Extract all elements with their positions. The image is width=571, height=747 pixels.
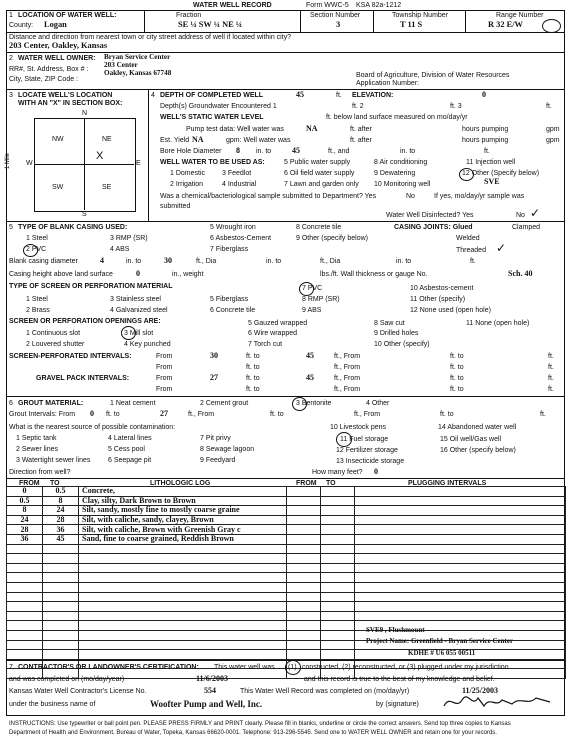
table-row <box>7 534 287 544</box>
spi-to-value[interactable]: 45 <box>306 351 314 360</box>
log-cell[interactable] <box>43 582 79 592</box>
log-cell[interactable]: 28 <box>7 525 43 535</box>
log-cell[interactable] <box>43 650 79 660</box>
application-label: Application Number: <box>356 80 420 87</box>
lithologic-log-table <box>6 486 287 679</box>
plug-cell[interactable] <box>321 506 355 516</box>
section-6-number: 6 <box>9 400 13 407</box>
table-row <box>7 621 287 631</box>
table-row <box>287 554 566 564</box>
plug-cell[interactable] <box>321 534 355 544</box>
table-row <box>287 525 566 535</box>
log-cell[interactable]: 0 <box>7 487 43 497</box>
quadrant-nw: NW <box>52 136 64 143</box>
form-title: WATER WELL RECORD <box>193 2 272 9</box>
table-row <box>287 611 566 621</box>
log-cell[interactable] <box>79 611 287 621</box>
log-cell[interactable] <box>7 563 43 573</box>
well-note-1: SVE9 , Flushmount <box>366 626 425 634</box>
plug-cell[interactable] <box>321 582 355 592</box>
depth-value[interactable]: 45 <box>296 90 304 99</box>
log-cell[interactable] <box>7 582 43 592</box>
screen-pvc-circle <box>299 282 314 296</box>
quadrant-se: SE <box>102 184 112 191</box>
direction-label: Direction from well? <box>9 469 71 476</box>
mile-label: 1 Mile <box>5 152 12 170</box>
plug-cell[interactable] <box>355 534 566 544</box>
log-cell[interactable] <box>7 621 43 631</box>
log-cell[interactable] <box>43 544 79 554</box>
check-mark-icon: ✓ <box>530 206 541 220</box>
county-value[interactable]: Logan <box>44 20 67 29</box>
table-row <box>7 592 287 602</box>
s3-label-1: LOCATE WELL'S LOCATION <box>18 92 113 99</box>
lithologic-log-header: LITHOLOGIC LOG <box>150 480 211 487</box>
log-cell[interactable] <box>43 630 79 640</box>
table-row <box>287 534 566 544</box>
table-row <box>287 515 566 525</box>
gauge-value[interactable]: Sch. 40 <box>508 269 533 278</box>
how-many-feet-value[interactable]: 0 <box>374 467 378 476</box>
section-3-number: 3 <box>9 92 13 99</box>
township-label: Township Number <box>392 12 449 19</box>
static-level-label: WELL'S STATIC WATER LEVEL <box>160 114 264 121</box>
plug-cell[interactable] <box>321 621 355 631</box>
plug-cell[interactable] <box>287 554 321 564</box>
table-row <box>7 630 287 640</box>
plug-cell[interactable] <box>321 496 355 506</box>
section-number-value[interactable]: 3 <box>336 20 341 29</box>
plug-cell[interactable] <box>355 496 566 506</box>
log-cell[interactable] <box>79 640 287 650</box>
log-cell[interactable] <box>7 554 43 564</box>
plug-cell[interactable] <box>287 496 321 506</box>
table-row <box>287 592 566 602</box>
log-cell[interactable] <box>43 563 79 573</box>
owner-city[interactable]: Oakley, Kansas 67748 <box>104 69 172 77</box>
mill-slot-circle <box>121 326 136 340</box>
log-cell[interactable]: Clay, silty, Dark Brown to Brown <box>79 496 287 506</box>
plug-cell[interactable] <box>287 621 321 631</box>
table-row <box>7 544 287 554</box>
township-value[interactable]: T 11 S <box>400 20 423 29</box>
log-cell[interactable] <box>79 573 287 583</box>
log-cell[interactable] <box>79 582 287 592</box>
section-5-number: 5 <box>9 224 13 231</box>
plug-cell[interactable] <box>321 592 355 602</box>
log-cell[interactable]: 45 <box>43 534 79 544</box>
table-row <box>7 515 287 525</box>
fuel-storage-circle <box>336 432 352 447</box>
table-row <box>287 602 566 612</box>
height-label: Casing height above land surface <box>9 271 113 278</box>
plug-cell[interactable] <box>287 640 321 650</box>
plug-cell[interactable] <box>287 611 321 621</box>
log-cell[interactable] <box>43 621 79 631</box>
depth-label: DEPTH OF COMPLETED WELL <box>160 92 264 99</box>
instructions-2: Department of Health and Environment, Bureau of Water, Topeka, Kansas 66620-0001. Telephone: 913-296-5545. Send one to WATER WELL OWNER and retain one for your records. <box>9 730 497 736</box>
log-cell[interactable]: 24 <box>7 515 43 525</box>
log-cell[interactable] <box>7 640 43 650</box>
log-cell[interactable] <box>7 650 43 660</box>
use-label: WELL WATER TO BE USED AS: <box>160 159 265 166</box>
plug-cell[interactable] <box>287 534 321 544</box>
bore-label: Bore Hole Diameter <box>160 148 222 155</box>
section-2-number: 2 <box>9 55 13 62</box>
log-cell[interactable] <box>43 640 79 650</box>
table-row <box>7 573 287 583</box>
plug-cell[interactable] <box>287 506 321 516</box>
fraction-label: Fraction <box>176 12 202 19</box>
table-row <box>287 582 566 592</box>
bore-to-value[interactable]: 45 <box>292 146 300 155</box>
log-cell[interactable] <box>7 573 43 583</box>
quadrant-ne: NE <box>102 136 112 143</box>
log-cell[interactable] <box>79 602 287 612</box>
disinfected-label: Water Well Disinfected? Yes <box>386 212 474 219</box>
diameter-value[interactable]: 4 <box>100 256 104 265</box>
plug-cell[interactable] <box>321 563 355 573</box>
log-cell[interactable] <box>79 544 287 554</box>
plug-cell[interactable] <box>287 515 321 525</box>
log-cell[interactable] <box>43 611 79 621</box>
log-cell[interactable]: 0.5 <box>7 496 43 506</box>
plug-cell[interactable] <box>321 544 355 554</box>
casing-label: TYPE OF BLANK CASING USED: <box>18 224 128 231</box>
diameter-label: Blank casing diameter <box>9 258 78 265</box>
table-row <box>7 487 287 497</box>
plug-cell[interactable] <box>287 487 321 497</box>
plug-cell[interactable] <box>355 506 566 516</box>
log-cell[interactable] <box>79 592 287 602</box>
log-cell[interactable]: Sand, fine to coarse grained, Reddish Brown <box>79 534 287 544</box>
s3-label-2: WITH AN "X" IN SECTION BOX: <box>18 100 123 107</box>
gp-from-value[interactable]: 27 <box>210 373 218 382</box>
log-cell[interactable]: 0.5 <box>43 487 79 497</box>
pump-test-label: Pump test data: Well water was <box>186 126 284 133</box>
contamination-label: What is the nearest source of possible contamination: <box>9 424 176 431</box>
plug-cell[interactable] <box>355 611 566 621</box>
threaded-check-icon: ✓ <box>496 241 507 255</box>
water-well-record-form: WATER WELL RECORD Form WWC-5 KSA 82a-1212 1 LOCATION OF WATER WELL: County: Logan Fraction SE ¼ SW ¼ NE ¼ Section Number 3 Township Number T 11 S Range Number R 32 E/W Distance and direction from nearest town or city street address of well if located within city? 203 Center, Oakley, Kansas 2 WATER WELL OWNER: Bryan Service Center 203 Center Oakley, Kansas 67748 RR#, St. Address, Box # : City, State, ZIP Code : Board of Agriculture, Division of Water Resources Application Number: 3 LOCATE WELL'S LOCATION WITH AN "X" IN SECTION BOX: N S W E 1 Mile NW NE SW SE X 4 DEPTH OF COMPLETED WELL 45 ft. ELEVATION: 0 Depth(s) Groundwater Encountered 1 ft. 2 ft. 3 ft. WELL'S STATIC WATER LEVEL ft. below land surface measured on mo/day/yr Pump test data: Well water was NA ft. after hours pumping gpm Est. Yield NA gpm: Well water was ft. after hours pumping gpm Bore Hole Diameter 8 in. to 45 ft., and in. to ft. WELL WATER TO BE USED AS: 5 Public water supply 8 Air conditioning 11 Injection well 1 Domestic 3 Feedlot 6 Oil field water supply 9 Dewatering 12 Other (Specify below) 2 Irrigation 4 Industrial 7 Lawn and garden only 10 Monitoring well SVE Was a chemical/bacteriological sample submitted to Department? Yes No If yes, mo/day/yr sample was submitted Water Well Disinfected? Yes No ✓ 5 TYPE OF BLANK CASING USED: 5 Wrought iron 8 Concrete tile CASING JOINTS: Glued Clamped 1 Steel 3 RMP (SR) 6 Asbestos-Cement 9 Other (specify below) Welded 2 PVC 4 ABS 7 Fiberglass Threaded ✓ Blank casing diameter 4 in. to 30 ft., Dia in. to ft., Dia in. to ft. Casing height above land surface 0 in., weight lbs./ft. Wall thickness or gauge No. Sch. 40 TYPE OF SCREEN OR PERFORATION MATERIAL 7 PVC 10 Asbestos-cement 1 Steel 3 Stainless steel 5 Fiberglass 8 RMP (SR) 11 Other (specify) 2 Brass 4 Galvanized steel 6 Concrete tile 9 ABS 12 None used (open hole) SCREEN OR PERFORATION OPENINGS ARE: 5 Gauzed wrapped 8 Saw cut 11 None (open hole) 1 Continuous slot 3 Mill slot 6 Wire wrapped 9 Drilled holes 2 Louvered shutter 4 Key punched 7 Torch cut 10 Other (specify) SCREEN-PERFORATED INTERVALS: From 30 ft. to 45 ft., From ft. to ft. From ft. to ft., From ft. to ft. GRAVEL PACK INTERVALS: From 27 ft. to 45 ft., From ft. to ft. From ft. to ft., From ft. to ft. 6 GROUT MATERIAL: 1 Neat cement 2 Cement grout 3 Bentonite 4 Other Grout Intervals: From 0 ft. to 27 ft., From ft. to ft., From ft. to ft. What is the nearest source of possible contamination: 10 Livestock pens 14 Abandoned water well 1 Septic tank 4 Lateral lines 7 Pit privy 11 Fuel storage 15 Oil well/Gas well 2 Sewer lines 5 Cess pool 8 Sewage lagoon 12 Fertilizer storage 16 Other (specify below) 3 Watertight sewer lines 6 Seepage pit 9 Feedyard 13 Insecticide storage Direction from well? How many feet? 0 FROM TO LITHOLOGIC LOG FROM TO PLUGGING INTERVALS 0 0.5 Concrete, 0.5 8 Clay, silty, Dark Brown to Brown 8 24 Silt, sandy, mostly fine to mostly coarse graine 24 28 Silt, with caliche, sandy, clayey, Brown 28 36 Silt, with caliche, Brown with Greenish Gray c 36 45 Sand, fine to coarse grained, Reddish Brown SVE9 , Flushmount Project Name: Greenfield - Bryan Service Center KDHE # U6 055 00511 7 CONTRACTOR'S OR LANDOWNER'S CERTIFICATION: This water well was (1) constructed, (2) reconstructed, or (3) plugged under my jurisdiction and was completed on (mo/day/year) 11/6/2003 and this record is true to the best of my knowledge and belief. Kansas Water Well Contractor's License No. 554 This Water Well Record was completed on (mo/day/yr) 11/25/2003 under the business name of Woofter Pump and Well, Inc. by (signature) INSTRUCTIONS: Use typewriter or ball point pen. PLEASE PRESS FIRMLY and PRINT clearly. Please fill in blanks, underline or circle the correct answers. Send top three copies to Kansas Department of Health and Environment, Bureau of Water, Topeka, Kansas 66620-0001. Telephone: 913-296-5545. Send one to WATER WELL OWNER and retain one for your records. <box>0 0 571 747</box>
log-cell[interactable] <box>79 650 287 660</box>
plug-to-header: TO <box>326 480 336 487</box>
compass-n: N <box>82 110 88 117</box>
table-row <box>287 573 566 583</box>
plug-cell[interactable] <box>355 525 566 535</box>
table-row <box>7 602 287 612</box>
log-cell[interactable]: Silt, with caliche, Brown with Greenish Gray c <box>79 525 287 535</box>
instructions-1: INSTRUCTIONS: Use typewriter or ball point pen. PLEASE PRESS FIRMLY and PRINT clearly. Please fill in blanks, underline or circle the correct answers. Send top three copies to Kansas <box>9 721 511 727</box>
plug-cell[interactable] <box>321 630 355 640</box>
table-row <box>287 506 566 516</box>
grout-intervals-label: Grout Intervals: From <box>9 411 76 418</box>
log-cell[interactable] <box>79 630 287 640</box>
log-from-header: FROM <box>19 480 40 487</box>
log-cell[interactable]: 36 <box>43 525 79 535</box>
plug-cell[interactable] <box>321 640 355 650</box>
plug-cell[interactable] <box>355 573 566 583</box>
log-cell[interactable]: 28 <box>43 515 79 525</box>
log-cell[interactable]: Silt, with caliche, sandy, clayey, Brown <box>79 515 287 525</box>
table-row <box>7 650 287 660</box>
plug-cell[interactable] <box>355 582 566 592</box>
owner-value[interactable]: Bryan Service Center <box>104 53 171 61</box>
fraction-value[interactable]: SE ¼ SW ¼ NE ¼ <box>178 20 243 29</box>
plug-cell[interactable] <box>287 630 321 640</box>
log-cell[interactable] <box>79 563 287 573</box>
form-number: Form WWC-5 <box>306 2 349 9</box>
plug-cell[interactable] <box>287 573 321 583</box>
yield-label: Est. Yield <box>160 137 190 144</box>
table-row <box>7 563 287 573</box>
owner-address[interactable]: 203 Center <box>104 61 138 69</box>
board-label: Board of Agriculture, Division of Water Resources <box>356 72 510 79</box>
well-location-mark: X <box>96 150 104 162</box>
log-cell[interactable] <box>79 554 287 564</box>
table-row <box>7 525 287 535</box>
log-cell[interactable]: 8 <box>43 496 79 506</box>
log-cell[interactable] <box>7 602 43 612</box>
plug-from-header: FROM <box>296 480 317 487</box>
log-cell[interactable]: Concrete, <box>79 487 287 497</box>
record-date[interactable]: 11/25/2003 <box>462 686 499 695</box>
plug-cell[interactable] <box>287 563 321 573</box>
plug-cell[interactable] <box>321 611 355 621</box>
spi-label: SCREEN-PERFORATED INTERVALS: <box>9 353 132 360</box>
business-name[interactable]: Woofter Pump and Well, Inc. <box>150 699 263 709</box>
county-label: County: <box>9 22 34 29</box>
bentonite-circle <box>292 397 307 411</box>
log-cell[interactable] <box>43 602 79 612</box>
gp-to-value[interactable]: 45 <box>306 373 314 382</box>
log-cell[interactable]: Silt, sandy, mostly fine to mostly coarse graine <box>79 506 287 516</box>
other-use-value[interactable]: SVE <box>484 177 500 186</box>
table-row <box>7 506 287 516</box>
section-7-number: 7 <box>9 664 13 671</box>
completed-date[interactable]: 11/6/2003 <box>196 674 229 683</box>
how-many-feet-label: How many feet? <box>312 469 363 476</box>
table-row <box>287 544 566 554</box>
constructed-choice: (1) <box>288 664 297 671</box>
table-row <box>7 554 287 564</box>
s2-label: WATER WELL OWNER: <box>18 55 96 62</box>
plug-cell[interactable] <box>355 554 566 564</box>
plug-cell[interactable] <box>321 515 355 525</box>
grout-label: GROUT MATERIAL: <box>18 400 84 407</box>
yield-value[interactable]: NA <box>192 135 204 144</box>
plug-cell[interactable] <box>321 602 355 612</box>
log-cell[interactable] <box>43 592 79 602</box>
plug-cell[interactable] <box>287 592 321 602</box>
table-row <box>7 611 287 621</box>
log-cell[interactable] <box>43 554 79 564</box>
gravel-pack-label: GRAVEL PACK INTERVALS: <box>36 375 130 382</box>
elevation-label: ELEVATION: <box>352 92 394 99</box>
table-row <box>7 582 287 592</box>
range-w-circle <box>542 19 561 33</box>
casing-pvc-circle <box>23 244 38 257</box>
well-note-3: KDHE # U6 055 00511 <box>408 649 476 657</box>
plug-cell[interactable] <box>321 573 355 583</box>
plug-cell[interactable] <box>321 650 355 660</box>
elevation-value[interactable]: 0 <box>482 90 486 99</box>
plug-cell[interactable] <box>355 515 566 525</box>
plug-cell[interactable] <box>355 544 566 554</box>
distance-label: Distance and direction from nearest town or city street address of well if located within city? <box>9 34 292 41</box>
plug-cell[interactable] <box>287 544 321 554</box>
plug-cell[interactable] <box>321 554 355 564</box>
plug-cell[interactable] <box>321 487 355 497</box>
compass-w: W <box>26 160 33 167</box>
diameter-to-value[interactable]: 30 <box>164 256 172 265</box>
log-to-header: TO <box>50 480 60 487</box>
table-row <box>287 621 566 631</box>
plug-cell[interactable] <box>287 582 321 592</box>
grout-to-value[interactable]: 27 <box>160 409 168 418</box>
section-box[interactable] <box>34 118 136 212</box>
section-1-number: 1 <box>9 12 13 19</box>
rr-label: RR#, St. Address, Box # : <box>9 66 89 73</box>
compass-s: S <box>82 211 87 218</box>
plug-cell[interactable] <box>355 487 566 497</box>
signature-image <box>440 692 556 712</box>
statute: KSA 82a-1212 <box>356 2 402 9</box>
log-cell[interactable]: 24 <box>43 506 79 516</box>
range-value[interactable]: R 32 E/W <box>488 20 523 29</box>
compass-e: E <box>136 160 141 167</box>
log-cell[interactable] <box>43 573 79 583</box>
constructed-circle <box>285 660 301 675</box>
chem-sample-label: Was a chemical/bacteriological sample submitted to Department? Yes <box>160 193 377 200</box>
log-cell[interactable] <box>79 621 287 631</box>
screen-material-label: TYPE OF SCREEN OR PERFORATION MATERIAL <box>9 283 173 290</box>
groundwater-label: Depth(s) Groundwater Encountered 1 <box>160 103 277 110</box>
spi-from-value[interactable]: 30 <box>210 351 218 360</box>
table-row <box>287 496 566 506</box>
well-note-2: Project Name: Greenfield - Bryan Service Center <box>366 637 514 645</box>
log-cell[interactable] <box>7 630 43 640</box>
log-cell[interactable]: 36 <box>7 534 43 544</box>
plug-cell[interactable] <box>287 650 321 660</box>
bore-value[interactable]: 8 <box>236 146 240 155</box>
table-row <box>7 496 287 506</box>
city-label: City, State, ZIP Code : <box>9 76 78 83</box>
quadrant-sw: SW <box>52 184 64 191</box>
log-cell[interactable] <box>7 544 43 554</box>
log-cell[interactable] <box>7 611 43 621</box>
certification-label: CONTRACTOR'S OR LANDOWNER'S CERTIFICATION: <box>18 664 199 671</box>
table-row <box>7 640 287 650</box>
table-row <box>287 487 566 497</box>
height-value[interactable]: 0 <box>136 269 140 278</box>
plug-cell[interactable] <box>355 592 566 602</box>
log-cell[interactable] <box>7 592 43 602</box>
pump-value[interactable]: NA <box>306 124 318 133</box>
plugging-intervals-header: PLUGGING INTERVALS <box>408 480 487 487</box>
distance-value[interactable]: 203 Center, Oakley, Kansas <box>9 41 108 50</box>
plug-cell[interactable] <box>321 525 355 535</box>
s1-label: LOCATION OF WATER WELL: <box>18 12 117 19</box>
plug-cell[interactable] <box>287 602 321 612</box>
license-number[interactable]: 554 <box>204 686 216 695</box>
range-label: Range Number <box>496 12 544 19</box>
log-cell[interactable]: 8 <box>7 506 43 516</box>
grout-from-value[interactable]: 0 <box>90 409 94 418</box>
section-number-label: Section Number <box>310 12 361 19</box>
plug-cell[interactable] <box>355 602 566 612</box>
openings-label: SCREEN OR PERFORATION OPENINGS ARE: <box>9 318 161 325</box>
use-12-circle <box>459 168 474 181</box>
plug-cell[interactable] <box>355 563 566 573</box>
table-row <box>287 563 566 573</box>
plug-cell[interactable] <box>287 525 321 535</box>
section-4-number: 4 <box>151 92 155 99</box>
